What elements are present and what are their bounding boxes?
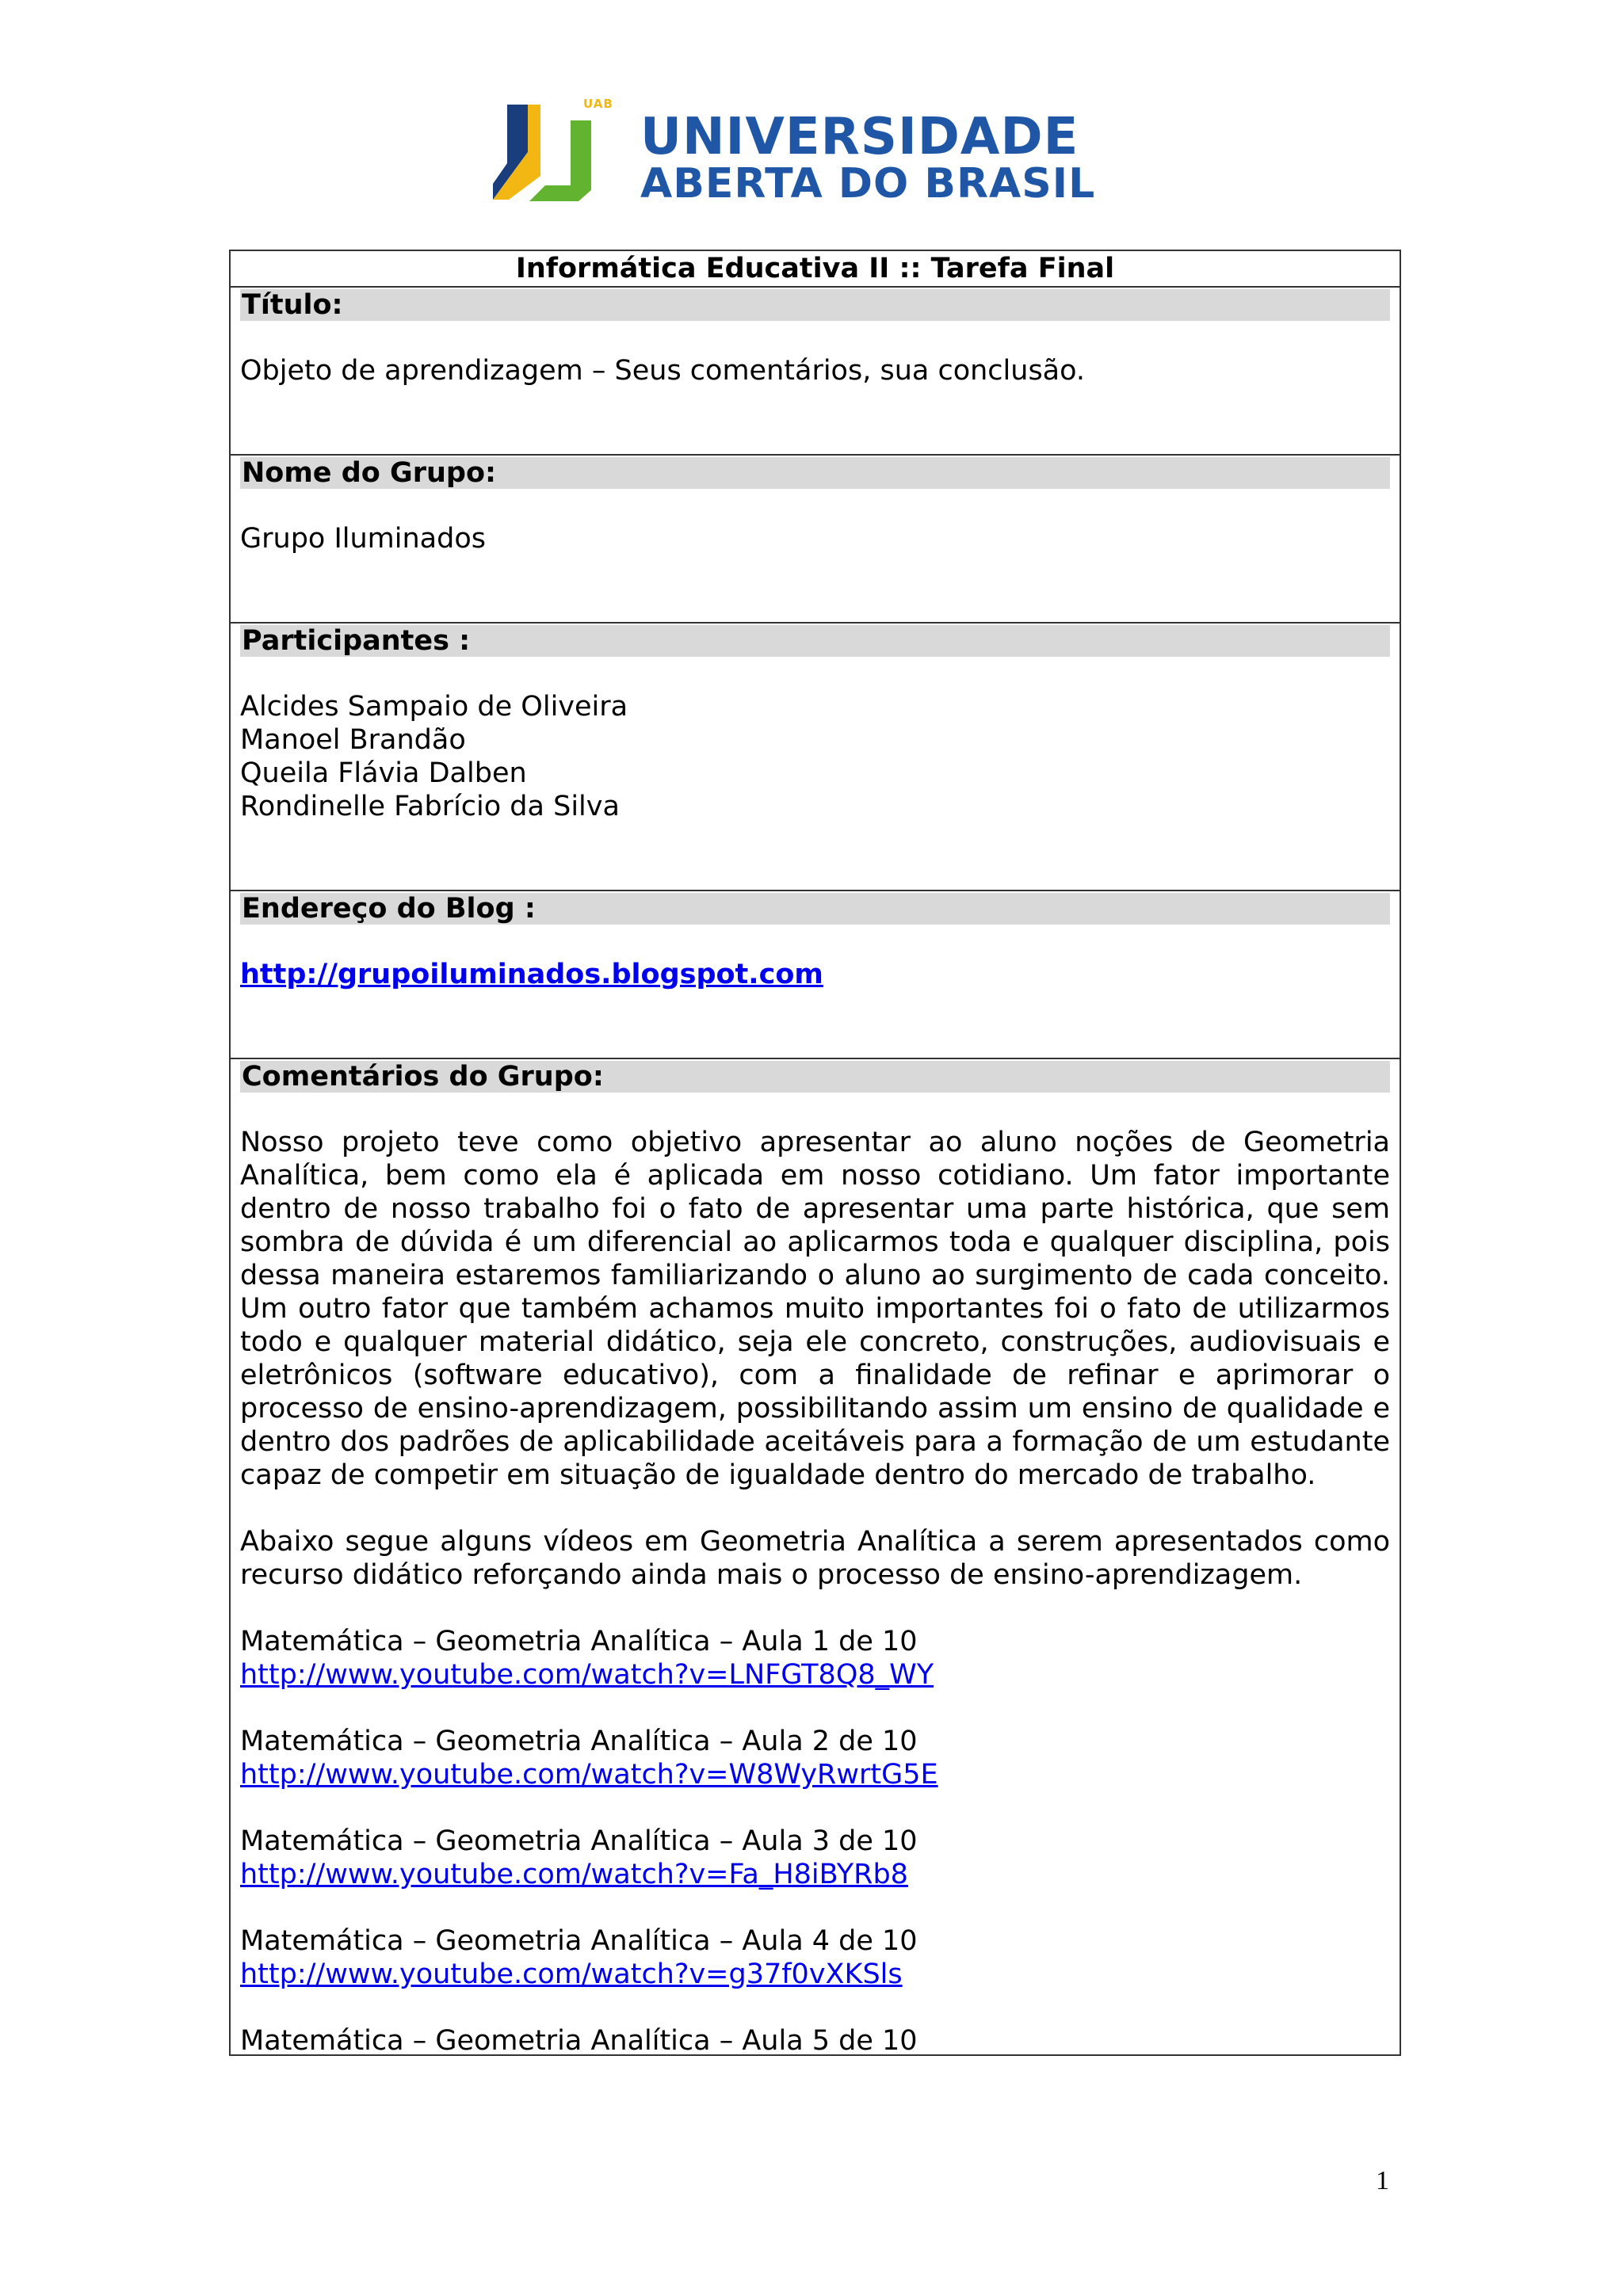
video-item bbox=[240, 1625, 1390, 1691]
video-item bbox=[240, 1725, 1390, 1791]
video-title: Matemática – Geometria Analítica – Aula 5 de 10 bbox=[240, 2025, 918, 2057]
blog-link[interactable]: http://grupoiluminados.blogspot.com bbox=[240, 959, 823, 990]
logo-text-line1: UNIVERSIDADE bbox=[640, 108, 1079, 166]
participant-name: Queila Flávia Dalben bbox=[240, 757, 527, 789]
form-header: Informática Educativa II :: Tarefa Final bbox=[231, 251, 1400, 288]
section-grupo bbox=[231, 457, 1400, 624]
section-comentarios-label: Comentários do Grupo: bbox=[240, 1061, 1390, 1093]
video-link[interactable]: http://www.youtube.com/watch?v=LNFGT8Q8_WY bbox=[240, 1659, 934, 1691]
video-title: Matemática – Geometria Analítica – Aula 3 de 10 bbox=[240, 1825, 918, 1857]
comments-paragraph-1: Nosso projeto teve como objetivo apresentar ao aluno noções de Geometria Analítica, bem como ela é aplicada em nosso cotidiano. Um fator importante dentro de nosso trabalho foi o fato de apresentar uma parte histórica, que sem sombra de dúvida é um diferencial ao aplicarmos toda e qualquer disciplina, pois dessa maneira estaremos familiarizando o aluno ao surgimento de cada conceito. Um outro fator que também achamos muito importantes foi o fato de utilizarmos todo e qualquer material didático, seja ele concreto, construções, audiovisuais e eletrônicos (software educativo), com a finalidade de refinar e aprimorar o processo de ensino-aprendizagem, possibilitando assim um ensino de qualidade e dentro dos padrões de aplicabilidade aceitáveis para a formação de um estudante capaz de competir em situação de igualdade dentro do mercado de trabalho. bbox=[240, 1127, 1390, 1491]
section-blog bbox=[231, 893, 1400, 1059]
section-titulo-label: Título: bbox=[240, 289, 1390, 321]
section-titulo bbox=[231, 289, 1400, 456]
section-participantes bbox=[231, 625, 1400, 891]
participant-name: Alcides Sampaio de Oliveira bbox=[240, 691, 628, 723]
section-blog-label: Endereço do Blog : bbox=[240, 893, 1390, 925]
section-grupo-value: Grupo Iluminados bbox=[240, 523, 486, 555]
comments-body bbox=[240, 1093, 1390, 2058]
video-link[interactable]: http://www.youtube.com/watch?v=g37f0vXKSls bbox=[240, 1958, 903, 1990]
task-form-box bbox=[229, 250, 1401, 2056]
section-participantes-label: Participantes : bbox=[240, 625, 1390, 657]
video-title: Matemática – Geometria Analítica – Aula 1 de 10 bbox=[240, 1626, 918, 1657]
section-comentarios bbox=[231, 1061, 1400, 2058]
video-item bbox=[240, 1924, 1390, 1991]
logo-text-line2: ABERTA DO BRASIL bbox=[640, 160, 1096, 208]
video-link[interactable]: http://www.youtube.com/watch?v=W8WyRwrtG5E bbox=[240, 1759, 938, 1791]
participant-name: Manoel Brandão bbox=[240, 724, 466, 756]
blog-link-wrap bbox=[240, 925, 1390, 991]
participant-name: Rondinelle Fabrício da Silva bbox=[240, 791, 620, 822]
video-item bbox=[240, 2024, 1390, 2058]
participants-list bbox=[240, 657, 1390, 823]
section-titulo-value: Objeto de aprendizagem – Seus comentários, sua conclusão. bbox=[240, 355, 1086, 387]
uab-logo bbox=[493, 97, 1095, 208]
page-number: 1 bbox=[1376, 2166, 1389, 2195]
comments-paragraph-2: Abaixo segue alguns vídeos em Geometria Analítica a serem apresentados como recurso didático reforçando ainda mais o processo de ensino-aprendizagem. bbox=[240, 1526, 1390, 1591]
video-title: Matemática – Geometria Analítica – Aula 2 de 10 bbox=[240, 1726, 918, 1757]
section-grupo-label: Nome do Grupo: bbox=[240, 457, 1390, 489]
video-item bbox=[240, 1825, 1390, 1891]
uab-tag: UAB bbox=[583, 97, 613, 111]
video-link[interactable]: http://www.youtube.com/watch?v=Fa_H8iBYRb8 bbox=[240, 1859, 908, 1890]
video-title: Matemática – Geometria Analítica – Aula 4 de 10 bbox=[240, 1925, 918, 1957]
uab-logo-mark-icon bbox=[493, 97, 628, 208]
